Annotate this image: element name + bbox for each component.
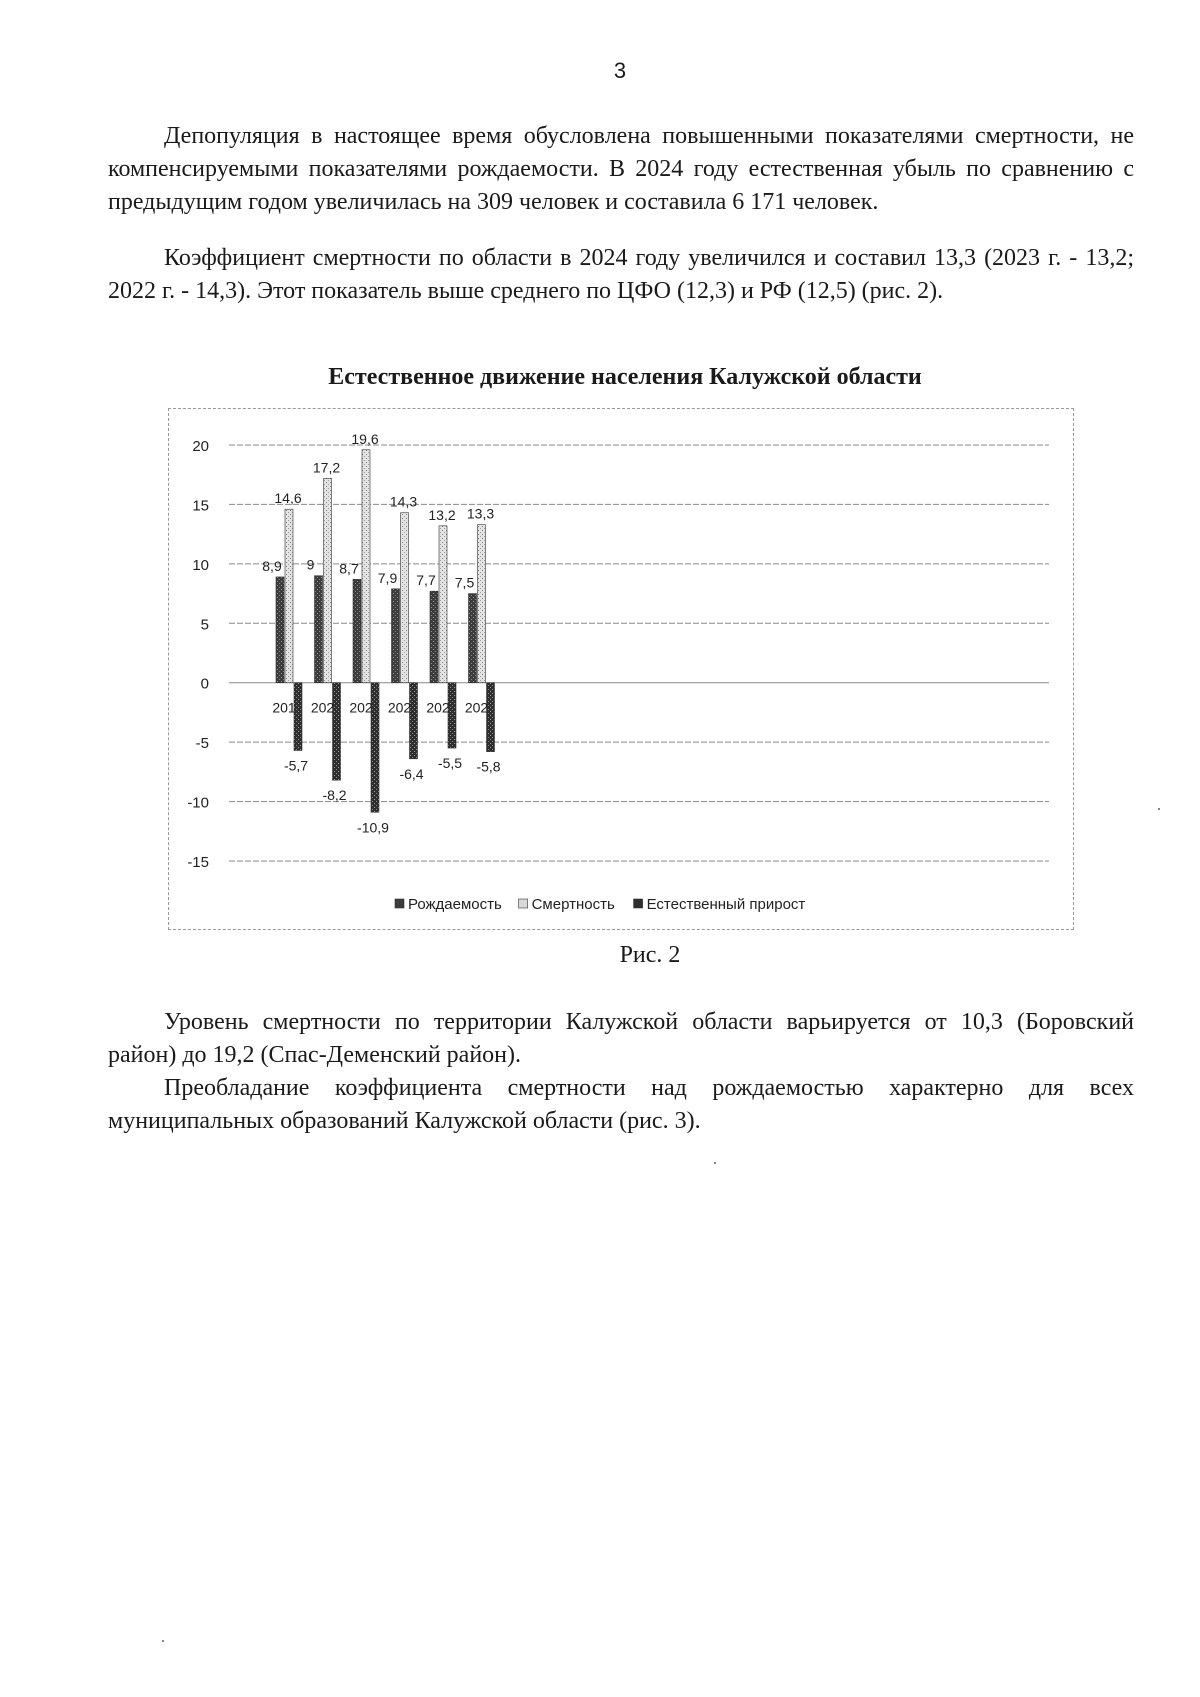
y-tick-label: 5 <box>200 616 209 634</box>
y-tick-label: 10 <box>192 556 209 574</box>
data-label: 19,6 <box>351 430 379 447</box>
y-tick-label: 20 <box>192 438 209 455</box>
y-tick-label: 0 <box>200 675 209 693</box>
figure-caption: Рис. 2 <box>619 942 681 968</box>
bar-birth-rate <box>353 579 361 682</box>
paragraph-mortality-range: Уровень смертности по территории Калужской области варьируется от 10,3 (Боровский район) до 19,2 (Спас-Деменский район). <box>108 1009 1134 1068</box>
bar-natural-growth <box>487 683 495 752</box>
category-label: 202 <box>310 699 335 716</box>
data-label: -5,7 <box>283 757 309 774</box>
bar-death-rate <box>478 525 486 683</box>
data-label: -10,9 <box>357 819 389 836</box>
bar-natural-growth <box>410 683 418 759</box>
y-tick-label: 15 <box>192 497 209 515</box>
data-label: 14,3 <box>389 493 418 510</box>
bar-birth-rate <box>315 576 323 683</box>
page-number: 3 <box>613 58 627 83</box>
data-label: 9 <box>306 556 315 573</box>
category-label: 202 <box>387 699 412 716</box>
bar-death-rate <box>285 509 293 683</box>
bar-birth-rate <box>430 591 438 683</box>
legend-label: Смертность <box>531 896 615 913</box>
legend-label: Естественный прирост <box>646 896 806 913</box>
legend <box>395 896 805 913</box>
bar-birth-rate <box>469 594 477 683</box>
natural-movement-chart <box>169 409 1073 929</box>
paragraph-depopulation: Депопуляция в настоящее время обусловлена повышенными показателями смертности, не компенсируемыми показателями рождаемости. В 2024 году естественная убыль по сравнению с предыдущим годом увеличилась на 309 человек и составила 6 171 человек. <box>108 123 1134 215</box>
data-label: 13,2 <box>428 506 456 523</box>
bar-death-rate <box>439 526 447 683</box>
data-label: 7,7 <box>416 572 436 589</box>
data-label: -5,8 <box>476 758 501 775</box>
data-label: 8,7 <box>339 560 359 577</box>
scan-speck <box>162 1640 164 1642</box>
bar-natural-growth <box>333 683 341 780</box>
data-label: 13,3 <box>466 505 495 522</box>
bar-death-rate <box>324 478 332 682</box>
legend-swatch <box>519 899 528 908</box>
legend-swatch <box>634 899 643 908</box>
category-label: 202 <box>464 699 489 716</box>
legend-label: Рождаемость <box>408 896 502 913</box>
data-labels <box>262 431 501 836</box>
data-label: 8,9 <box>262 557 282 574</box>
data-label: -8,2 <box>322 787 347 804</box>
y-tick-label: -5 <box>195 735 209 753</box>
y-tick-label: -10 <box>187 794 209 812</box>
y-axis-ticks <box>187 438 209 871</box>
bar-death-rate <box>401 513 409 683</box>
data-label: 7,9 <box>377 569 398 586</box>
category-label: 201 <box>272 699 296 716</box>
bar-birth-rate <box>276 577 284 683</box>
bar-death-rate <box>362 450 370 683</box>
scan-speck <box>714 1162 716 1164</box>
chart-title: Естественное движение населения Калужской области <box>328 364 922 390</box>
grid-lines <box>229 445 1049 861</box>
category-label: 202 <box>349 699 373 716</box>
data-label: 7,5 <box>454 574 475 591</box>
data-label: 14,6 <box>274 490 302 507</box>
scan-speck <box>1158 808 1160 810</box>
bar-birth-rate <box>392 589 400 683</box>
paragraph-municipalities: Преобладание коэффициента смертности над рождаемостью характерно для всех муниципальных образований Калужской области (рис. 3). <box>108 1075 1134 1134</box>
bar-natural-growth <box>294 683 302 751</box>
y-tick-label: -15 <box>187 854 209 871</box>
data-label: -5,5 <box>437 755 463 772</box>
paragraph-mortality-rate: Коэффициент смертности по области в 2024 году увеличился и составил 13,3 (2023 г. - 13,2; 2022 г. - 14,3). Этот показатель выше среднего по ЦФО (12,3) и РФ (12,5) (рис. 2). <box>108 245 1134 304</box>
chart-container <box>168 408 1074 930</box>
data-label: -6,4 <box>399 765 424 782</box>
data-label: 17,2 <box>312 459 341 476</box>
category-label: 202 <box>426 699 450 716</box>
legend-swatch <box>395 899 404 908</box>
